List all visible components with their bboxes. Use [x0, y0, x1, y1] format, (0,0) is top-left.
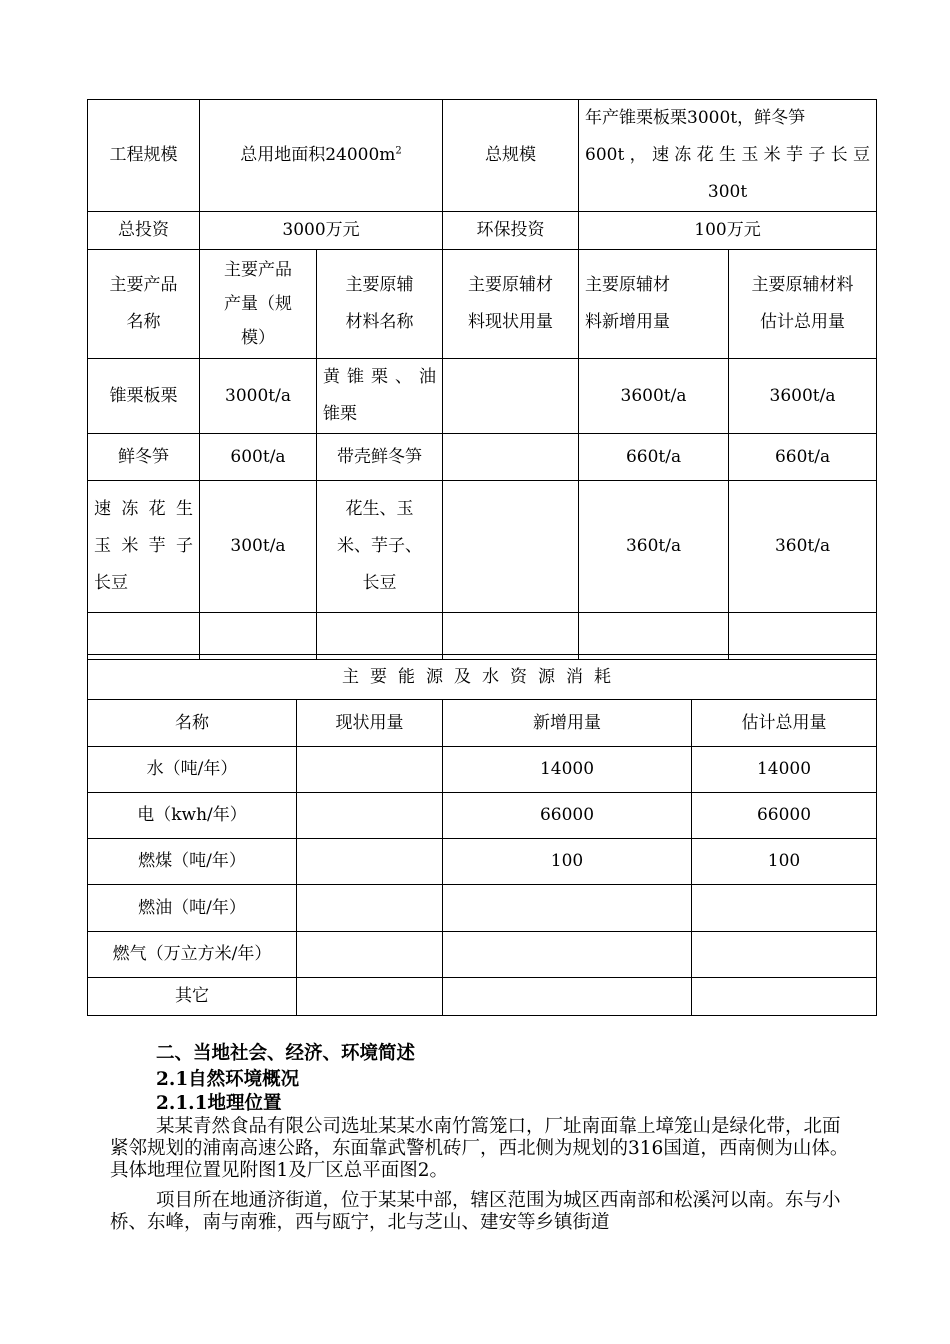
resource-name: 燃气（万立方米/年） — [88, 932, 297, 978]
empty-cell — [579, 613, 729, 660]
table-title-row — [88, 655, 877, 700]
header-new: 主要原辅材 料新增用量 — [579, 250, 729, 359]
table-row — [88, 100, 877, 212]
empty-cell — [729, 613, 877, 660]
scale-label: 工程规模 — [88, 100, 200, 212]
paragraph-district: 项目所在地通济街道，位于某某中部，辖区范围为城区西南部和松溪河以南。东与小桥、东峰，南与南雅，西与瓯宁，北与芝山、建安等乡镇街道 — [110, 1190, 841, 1233]
resource-current — [297, 885, 443, 932]
table-row — [88, 747, 877, 793]
paragraph-location: 某某青然食品有限公司选址某某水南竹篙笼口，厂址南面靠上墇笼山是绿化带，北面紧邻规划的浦南高速公路，东面靠武警机砖厂，西北侧为规划的316国道，西南侧为山体。具体地理位置见附图1及厂区总平面图2。 — [110, 1116, 849, 1181]
material-estimate: 360t/a — [729, 481, 877, 613]
header-estimate: 主要原辅材料 估计总用量 — [729, 250, 877, 359]
material-name: 花生、玉 米、芋子、 长豆 — [317, 481, 443, 613]
product-name: 锥栗板栗 — [88, 359, 200, 434]
empty-cell — [200, 613, 317, 660]
material-name: 黄锥栗、油 锥栗 — [317, 359, 443, 434]
product-name: 速冻花生 玉米芋子 长豆 — [88, 481, 200, 613]
table-header-row — [88, 700, 877, 747]
resource-estimate — [692, 932, 877, 978]
resource-new — [443, 932, 692, 978]
resource-new: 100 — [443, 839, 692, 885]
resource-current — [297, 747, 443, 793]
resource-estimate — [692, 978, 877, 1016]
table-row — [88, 481, 877, 613]
header-current: 现状用量 — [297, 700, 443, 747]
subsection-heading: 2.1自然环境概况 — [156, 1069, 300, 1090]
project-info-table — [87, 99, 877, 660]
resource-estimate: 66000 — [692, 793, 877, 839]
resource-estimate: 100 — [692, 839, 877, 885]
energy-consumption-table — [87, 654, 877, 1016]
table-row — [88, 793, 877, 839]
product-output: 600t/a — [200, 434, 317, 481]
empty-row — [88, 613, 877, 660]
header-product: 主要产品 名称 — [88, 250, 200, 359]
empty-cell — [317, 613, 443, 660]
material-new: 3600t/a — [579, 359, 729, 434]
table-row — [88, 434, 877, 481]
resource-current — [297, 793, 443, 839]
table-row — [88, 932, 877, 978]
table-row — [88, 978, 877, 1016]
product-output: 3000t/a — [200, 359, 317, 434]
env-invest-value: 100万元 — [579, 212, 877, 250]
empty-cell — [88, 613, 200, 660]
resource-name: 电（kwh/年） — [88, 793, 297, 839]
resource-estimate — [692, 885, 877, 932]
resource-name: 水（吨/年） — [88, 747, 297, 793]
resource-name: 其它 — [88, 978, 297, 1016]
resource-name: 燃煤（吨/年） — [88, 839, 297, 885]
table-row — [88, 839, 877, 885]
header-estimate: 估计总用量 — [692, 700, 877, 747]
material-name: 带壳鲜冬笋 — [317, 434, 443, 481]
product-name: 鲜冬笋 — [88, 434, 200, 481]
resource-new — [443, 978, 692, 1016]
material-current — [443, 481, 579, 613]
material-new: 360t/a — [579, 481, 729, 613]
resource-name: 燃油（吨/年） — [88, 885, 297, 932]
env-invest-label: 环保投资 — [443, 212, 579, 250]
energy-table-title: 主要能源及水资源消耗 — [88, 655, 877, 700]
subsubsection-heading: 2.1.1地理位置 — [156, 1093, 282, 1114]
section-heading: 二、当地社会、经济、环境简述 — [156, 1043, 416, 1064]
table-row — [88, 359, 877, 434]
resource-new: 66000 — [443, 793, 692, 839]
header-material: 主要原辅 材料名称 — [317, 250, 443, 359]
total-scale-value: 年产锥栗板栗3000t，鲜冬笋 600t，速冻花生玉米芋子长豆 300t — [579, 100, 877, 212]
resource-new: 14000 — [443, 747, 692, 793]
material-current — [443, 434, 579, 481]
header-new: 新增用量 — [443, 700, 692, 747]
empty-cell — [443, 613, 579, 660]
material-current — [443, 359, 579, 434]
resource-new — [443, 885, 692, 932]
table-row — [88, 885, 877, 932]
table-row — [88, 212, 877, 250]
resource-estimate: 14000 — [692, 747, 877, 793]
header-current: 主要原辅材 料现状用量 — [443, 250, 579, 359]
header-name: 名称 — [88, 700, 297, 747]
material-estimate: 3600t/a — [729, 359, 877, 434]
header-output: 主要产品 产量（规 模） — [200, 250, 317, 359]
material-estimate: 660t/a — [729, 434, 877, 481]
area-value: 总用地面积$24000m^2$ — [200, 100, 443, 212]
invest-value: 3000万元 — [200, 212, 443, 250]
resource-current — [297, 839, 443, 885]
table-header-row — [88, 250, 877, 359]
product-output: 300t/a — [200, 481, 317, 613]
material-new: 660t/a — [579, 434, 729, 481]
total-scale-label: 总规模 — [443, 100, 579, 212]
invest-label: 总投资 — [88, 212, 200, 250]
resource-current — [297, 932, 443, 978]
resource-current — [297, 978, 443, 1016]
